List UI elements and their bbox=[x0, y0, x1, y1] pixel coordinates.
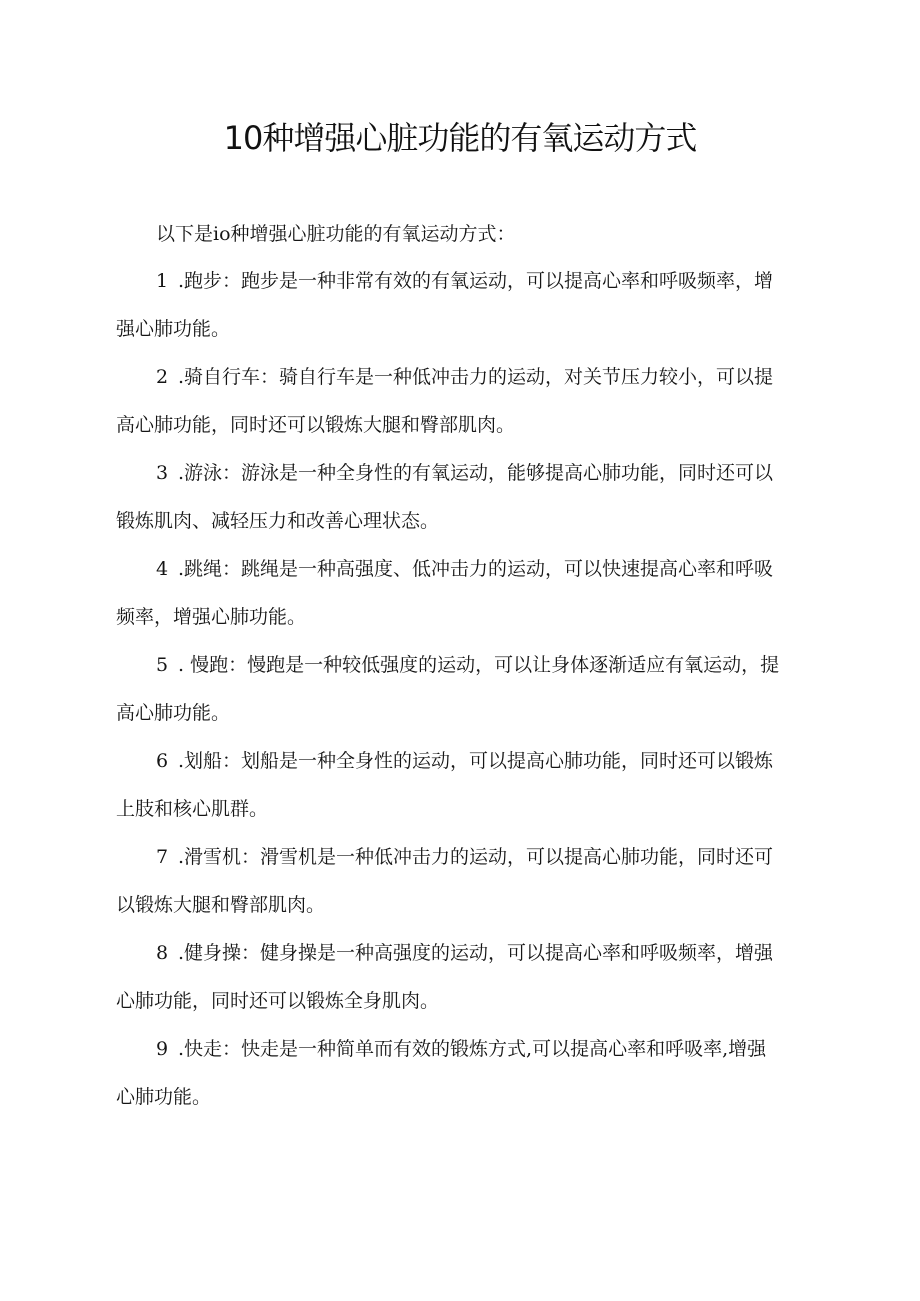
list-item-first-line bbox=[116, 737, 810, 785]
list-item-first-line bbox=[116, 257, 810, 305]
list-item bbox=[116, 1025, 810, 1121]
intro-paragraph: 以下是io种增强心脏功能的有氧运动方式： bbox=[156, 223, 516, 245]
list-item-first-line bbox=[116, 449, 810, 497]
list-item-continuation: 心肺功能，同时还可以锻炼全身肌肉。 bbox=[116, 990, 440, 1012]
list-item-number: 4 bbox=[156, 558, 169, 580]
document-body bbox=[116, 211, 810, 1121]
list-item-continuation: 锻炼肌肉、减轻压力和改善心理状态。 bbox=[116, 510, 440, 532]
list-item bbox=[116, 833, 810, 929]
list-item-text: .划船：划船是一种全身性的运动，可以提高心肺功能，同时还可以锻炼 bbox=[178, 750, 774, 772]
list-item-number: 1 bbox=[156, 270, 169, 292]
list-item-first-line bbox=[116, 641, 810, 689]
list-item-first-line bbox=[116, 929, 810, 977]
list-item bbox=[116, 929, 810, 1025]
list-item-first-line bbox=[116, 1025, 810, 1073]
list-item bbox=[116, 353, 810, 449]
list-item-text: .快走：快走是一种简单而有效的锻炼方式,可以提高心率和呼吸率,增强 bbox=[178, 1038, 767, 1060]
list-item-number: 9 bbox=[156, 1038, 169, 1060]
page-title: 10种增强心脏功能的有氧运动方式 bbox=[223, 119, 697, 157]
list-item-continuation: 以锻炼大腿和臀部肌肉。 bbox=[116, 894, 326, 916]
list-item-continuation: 强心肺功能。 bbox=[116, 318, 231, 340]
list-item-number: 7 bbox=[156, 846, 169, 868]
list-item bbox=[116, 545, 810, 641]
list-item-number: 6 bbox=[156, 750, 169, 772]
list-item-first-line bbox=[116, 833, 810, 881]
list-item-first-line bbox=[116, 545, 810, 593]
list-item bbox=[116, 449, 810, 545]
list-item-continuation: 频率，增强心肺功能。 bbox=[116, 606, 307, 628]
list-item-text: . 慢跑：慢跑是一种较低强度的运动，可以让身体逐渐适应有氧运动，提 bbox=[178, 654, 780, 676]
list-item-continuation: 高心肺功能，同时还可以锻炼大腿和臀部肌肉。 bbox=[116, 414, 516, 436]
list-item bbox=[116, 257, 810, 353]
list-item-number: 3 bbox=[156, 462, 169, 484]
list-item bbox=[116, 737, 810, 833]
list-item bbox=[116, 641, 810, 737]
list-item-number: 5 bbox=[156, 654, 169, 676]
list-item-text: .跑步：跑步是一种非常有效的有氧运动，可以提高心率和呼吸频率，增 bbox=[178, 270, 774, 292]
list-item-text: .游泳：游泳是一种全身性的有氧运动，能够提高心肺功能，同时还可以 bbox=[178, 462, 774, 484]
list-item-text: .骑自行车：骑自行车是一种低冲击力的运动，对关节压力较小，可以提 bbox=[178, 366, 774, 388]
list-item-text: .跳绳：跳绳是一种高强度、低冲击力的运动，可以快速提高心率和呼吸 bbox=[178, 558, 774, 580]
list-item-continuation: 心肺功能。 bbox=[116, 1086, 212, 1108]
list-item-text: .滑雪机：滑雪机是一种低冲击力的运动，可以提高心肺功能，同时还可 bbox=[178, 846, 774, 868]
list-item-continuation: 高心肺功能。 bbox=[116, 702, 231, 724]
list-item-first-line bbox=[116, 353, 810, 401]
list-item-text: .健身操：健身操是一种高强度的运动，可以提高心率和呼吸频率，增强 bbox=[178, 942, 774, 964]
list-item-continuation: 上肢和核心肌群。 bbox=[116, 798, 269, 820]
list-item-number: 8 bbox=[156, 942, 169, 964]
list-item-number: 2 bbox=[156, 366, 169, 388]
